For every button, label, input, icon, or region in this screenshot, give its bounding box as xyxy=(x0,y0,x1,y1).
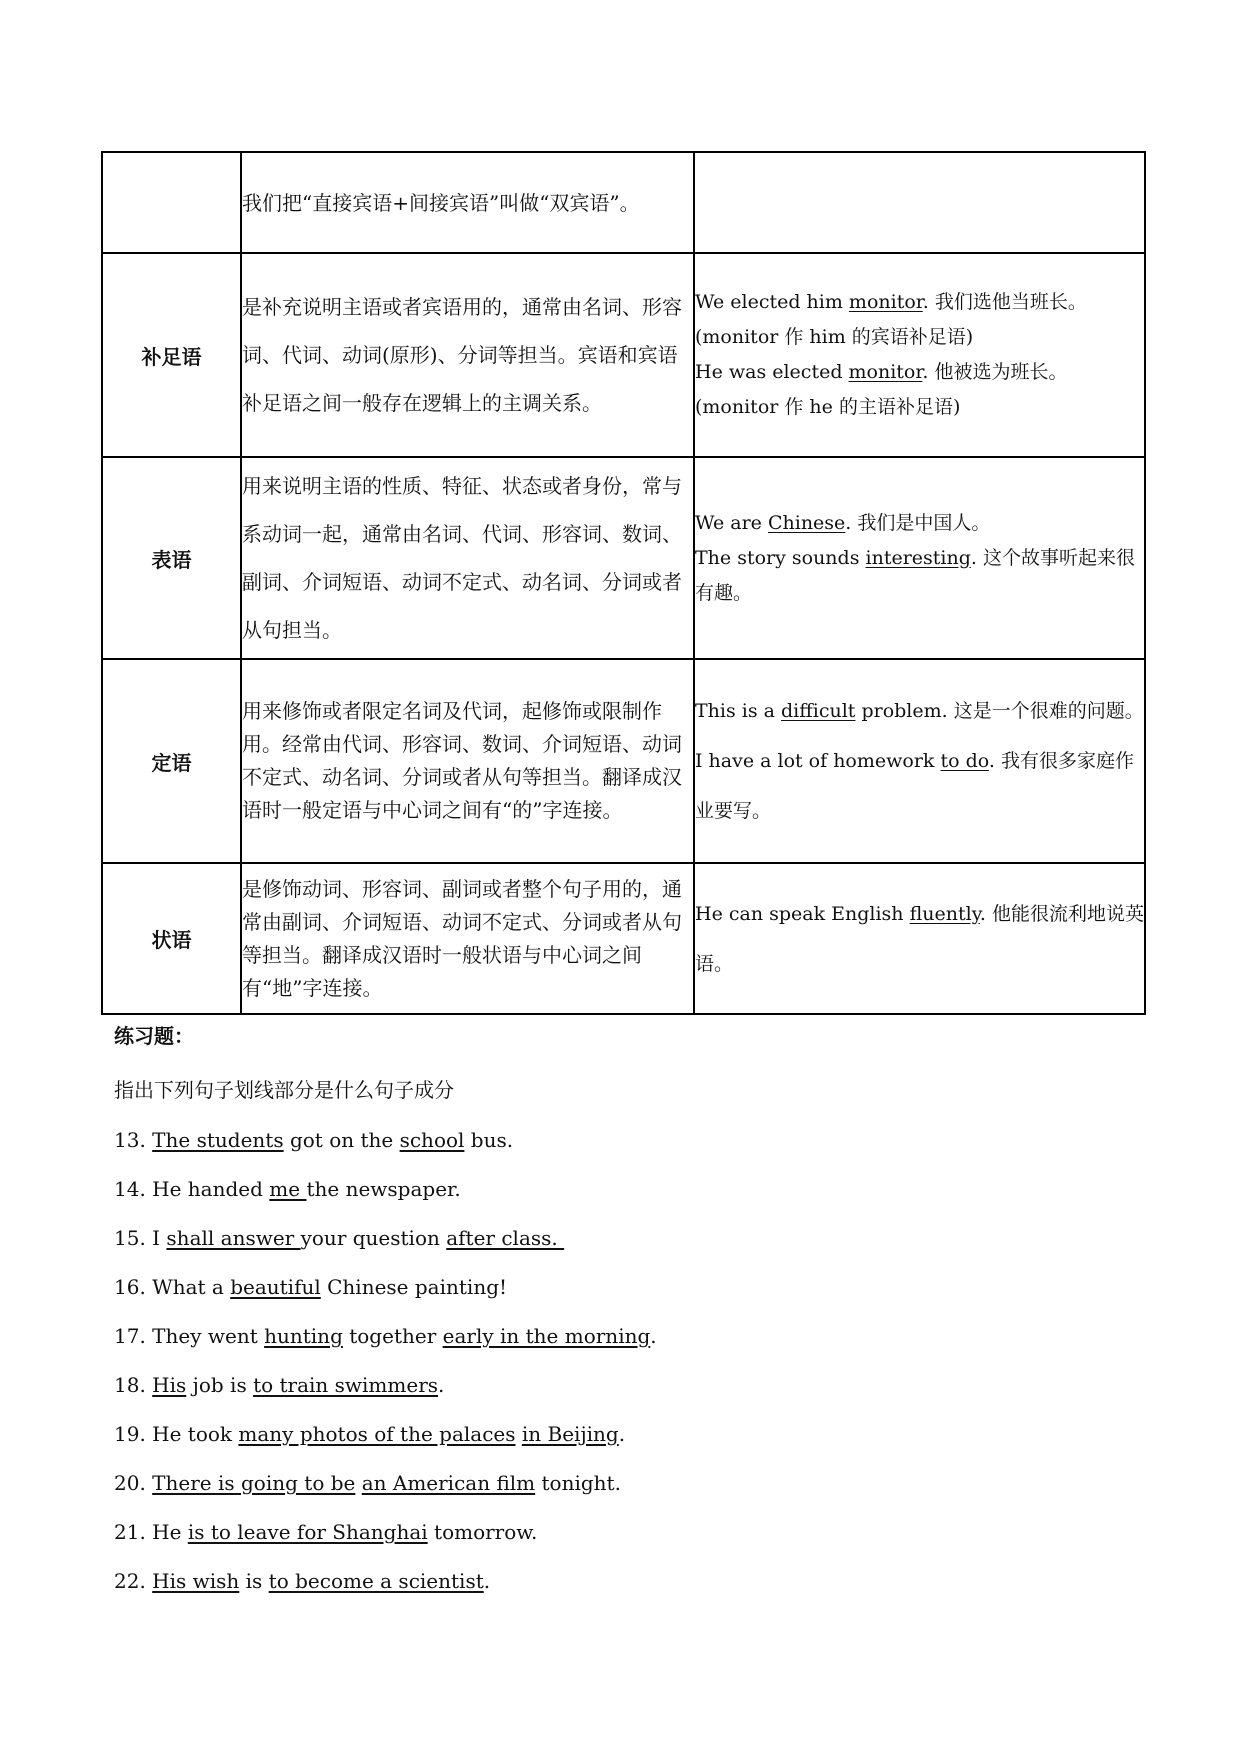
text-segment: We are xyxy=(695,511,768,534)
text-segment: 13. xyxy=(114,1128,153,1152)
text-segment: 21. He xyxy=(114,1520,188,1544)
term-cell: 表语 xyxy=(102,457,241,659)
table-row xyxy=(102,659,1145,863)
description-cell: 是修饰动词、形容词、副词或者整个句子用的，通常由副词、介词短语、动词不定式、分词或者从句等担当。翻译成汉语时一般状语与中心词之间有“地”字连接。 xyxy=(241,863,694,1014)
underlined-text: His xyxy=(152,1373,187,1397)
text-segment: . xyxy=(438,1373,445,1397)
example-sentence xyxy=(695,736,1144,836)
text-segment: . 他被选为班长。 xyxy=(922,361,1068,383)
exercise-item xyxy=(114,1459,657,1508)
text-segment: We elected him xyxy=(695,291,849,313)
example-sentence xyxy=(695,686,1144,736)
example-sentence xyxy=(695,506,1144,541)
text-segment: . 我们是中国人。 xyxy=(845,511,991,534)
examples-cell xyxy=(694,659,1145,863)
practice-title: 练习题： xyxy=(114,1024,194,1048)
description-cell: 我们把“直接宾语+间接宾语”叫做“双宾语”。 xyxy=(241,152,694,253)
underlined-text: His wish xyxy=(152,1569,240,1593)
example-sentence xyxy=(695,355,1144,390)
underlined-text: beautiful xyxy=(230,1275,321,1299)
text-segment: problem. 这是一个很难的问题。 xyxy=(855,700,1144,722)
exercise-item xyxy=(114,1263,657,1312)
underlined-text: in Beijing xyxy=(521,1422,619,1446)
text-segment: 22. xyxy=(114,1569,153,1593)
examples-cell xyxy=(694,457,1145,659)
underlined-text: an American film xyxy=(361,1471,536,1495)
text-segment: 19. He took xyxy=(114,1422,239,1446)
text-segment: bus. xyxy=(464,1128,514,1152)
text-segment: 17. They went xyxy=(114,1324,265,1348)
underlined-text: to do xyxy=(940,750,989,772)
underlined-text: is to leave for Shanghai xyxy=(187,1520,428,1544)
term-cell: 状语 xyxy=(102,863,241,1014)
text-segment: the newspaper. xyxy=(306,1177,461,1201)
example-sentence xyxy=(695,889,1144,989)
exercise-item xyxy=(114,1361,657,1410)
table-row xyxy=(102,152,1145,253)
examples-cell xyxy=(694,253,1145,457)
underlined-text: shall answer xyxy=(166,1226,301,1250)
text-segment: . 这个故事听起来很有趣。 xyxy=(695,546,1135,604)
underlined-text: monitor xyxy=(848,361,923,383)
grammar-table xyxy=(101,151,1146,1015)
table-row xyxy=(102,457,1145,659)
description-cell: 用来修饰或者限定名词及代词，起修饰或限制作用。经常由代词、形容词、数词、介词短语、动词不定式、动名词、分词或者从句等担当。翻译成汉语时一般定语与中心词之间有“的”字连接。 xyxy=(241,659,694,863)
text-segment: your question xyxy=(300,1226,447,1250)
text-segment: This is a xyxy=(695,700,782,722)
underlined-text: early in the morning xyxy=(442,1324,651,1348)
text-segment: 15. I xyxy=(114,1226,167,1250)
underlined-text: The students xyxy=(152,1128,284,1152)
text-segment: I have a lot of homework xyxy=(695,750,941,772)
text-segment: 18. xyxy=(114,1373,153,1397)
underlined-text: to train swimmers xyxy=(253,1373,439,1397)
text-segment: The story sounds xyxy=(695,546,866,569)
text-segment: 14. He handed xyxy=(114,1177,270,1201)
exercise-item xyxy=(114,1116,657,1165)
underlined-text: Chinese xyxy=(767,511,846,534)
text-segment: together xyxy=(342,1324,443,1348)
example-sentence xyxy=(695,320,1144,355)
term-cell xyxy=(102,152,241,253)
exercise-item xyxy=(114,1557,657,1606)
text-segment: (monitor 作 he 的主语补足语) xyxy=(695,396,961,418)
text-segment: . xyxy=(650,1324,657,1348)
text-segment: . 我们选他当班长。 xyxy=(922,291,1087,313)
underlined-text: fluently xyxy=(909,902,980,925)
term-cell: 定语 xyxy=(102,659,241,863)
text-segment: tomorrow. xyxy=(427,1520,538,1544)
text-segment: . 他能很流利地说英语。 xyxy=(695,902,1145,975)
underlined-text: after class. xyxy=(446,1226,565,1250)
underlined-text: interesting xyxy=(865,546,971,569)
text-segment: 20. xyxy=(114,1471,153,1495)
text-segment: 16. What a xyxy=(114,1275,231,1299)
examples-cell xyxy=(694,152,1145,253)
underlined-text: me xyxy=(269,1177,307,1201)
examples-cell xyxy=(694,863,1145,1014)
exercise-list xyxy=(114,1116,657,1606)
example-sentence xyxy=(695,390,1144,425)
table-row xyxy=(102,253,1145,457)
text-segment: . 我有很多家庭作业要写。 xyxy=(695,750,1134,822)
underlined-text: many photos of the palaces xyxy=(238,1422,516,1446)
text-segment: He was elected xyxy=(695,361,849,383)
text-segment: (monitor 作 him 的宾语补足语) xyxy=(695,326,974,348)
table-row xyxy=(102,863,1145,1014)
text-segment: Chinese painting! xyxy=(320,1275,508,1299)
exercise-item xyxy=(114,1312,657,1361)
example-sentence xyxy=(695,285,1144,320)
exercise-item xyxy=(114,1165,657,1214)
exercise-item xyxy=(114,1508,657,1557)
text-segment: . xyxy=(618,1422,626,1446)
underlined-text: to become a scientist xyxy=(268,1569,484,1593)
term-cell: 补足语 xyxy=(102,253,241,457)
example-sentence xyxy=(695,541,1144,611)
text-segment: is xyxy=(239,1569,269,1593)
underlined-text: difficult xyxy=(781,700,856,722)
underlined-text: school xyxy=(399,1128,465,1152)
text-segment: job is xyxy=(186,1373,254,1397)
text-segment: . xyxy=(483,1569,491,1593)
text-segment: He can speak English xyxy=(695,902,910,925)
text-segment: tonight. xyxy=(535,1471,621,1495)
text-segment: got on the xyxy=(283,1128,400,1152)
underlined-text: monitor xyxy=(848,291,923,313)
practice-instruction: 指出下列句子划线部分是什么句子成分 xyxy=(114,1078,454,1102)
underlined-text: hunting xyxy=(264,1324,343,1348)
exercise-item xyxy=(114,1214,657,1263)
underlined-text: There is going to be xyxy=(152,1471,356,1495)
description-cell: 是补充说明主语或者宾语用的，通常由名词、形容词、代词、动词(原形)、分词等担当。宾语和宾语补足语之间一般存在逻辑上的主调关系。 xyxy=(241,253,694,457)
description-cell: 用来说明主语的性质、特征、状态或者身份，常与系动词一起，通常由名词、代词、形容词、数词、副词、介词短语、动词不定式、动名词、分词或者从句担当。 xyxy=(241,457,694,659)
exercise-item xyxy=(114,1410,657,1459)
